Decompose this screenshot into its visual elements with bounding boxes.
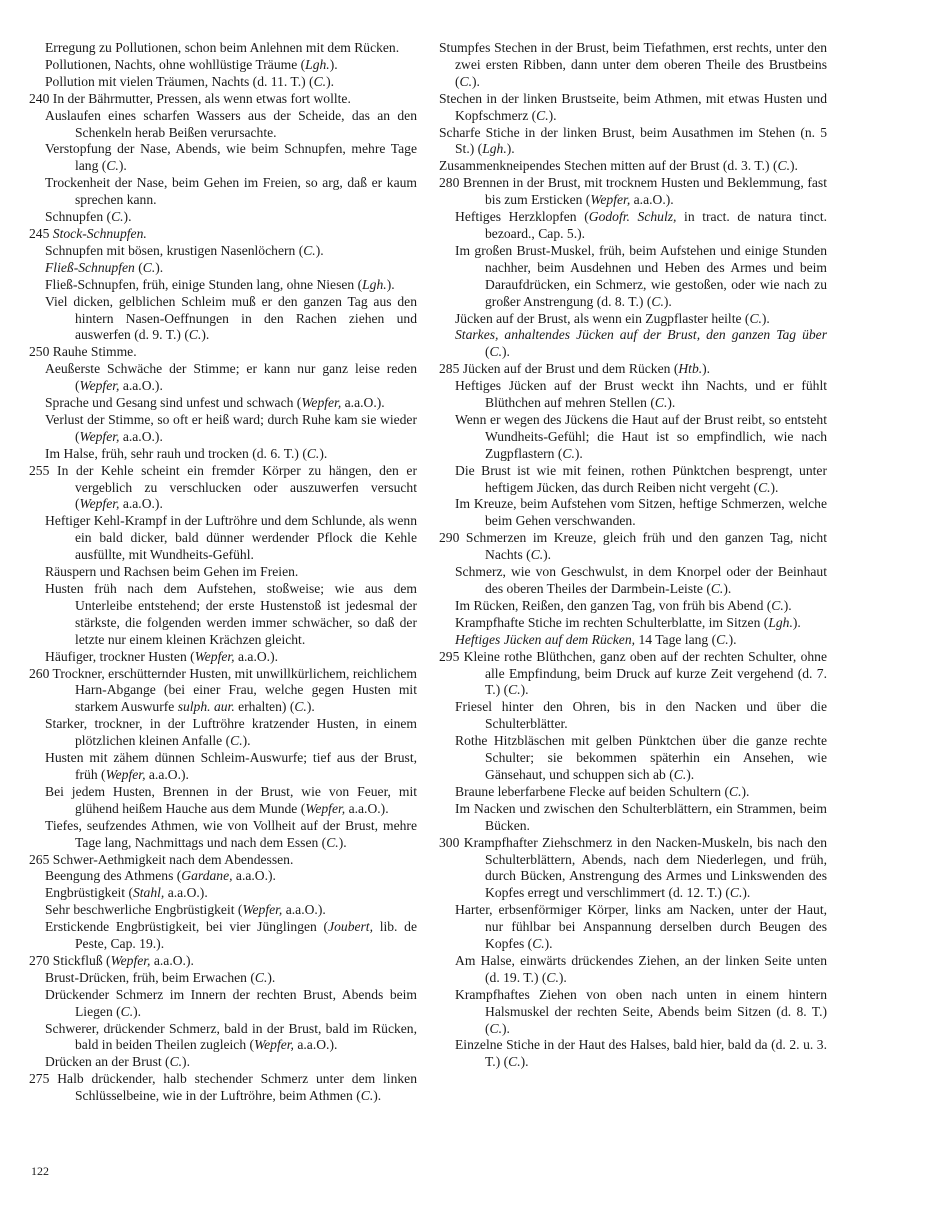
text-run: Zusammenkneipendes Stechen mitten auf der Brust (d. 3. T.) (: [439, 158, 778, 174]
text-run: Die Brust ist wie mit feinen, rothen Pünktchen besprengt, unter heftigem Jücken, das durch Reiben nicht vergeht (: [455, 462, 827, 495]
symptom-entry: [439, 699, 827, 733]
text-run: Stechen in der linken Brustseite, beim Athmen, mit etwas Husten und Kopfschmerz (: [439, 90, 827, 123]
text-run: 255 In der Kehle scheint ein fremder Körper zu hängen, den er vergeblich zu verschlucken oder auszuwerfen versucht (: [29, 462, 417, 512]
italic-text: C.: [254, 969, 268, 985]
symptom-entry: [439, 91, 827, 125]
symptom-entry: [29, 868, 417, 885]
italic-text: Wepfer,: [194, 648, 235, 664]
symptom-entry: [29, 260, 417, 277]
text-run: Bei jedem Husten, Brennen in der Brust, wie von Feuer, mit glühend heißem Hauche aus dem Munde (: [45, 783, 417, 816]
text-run: Trockenheit der Nase, beim Gehen im Freien, so arg, daß er kaum sprechen kann.: [45, 175, 417, 208]
symptom-entry: [439, 463, 827, 497]
text-run: Drücken an der Brust (: [45, 1054, 170, 1070]
italic-text: Joubert,: [328, 919, 373, 935]
italic-text: C.: [651, 293, 664, 309]
text-run: ).: [574, 445, 583, 461]
symptom-entry: [29, 243, 417, 260]
italic-text: C.: [306, 445, 320, 461]
symptom-entry: [29, 446, 417, 463]
text-run: ).: [502, 344, 510, 360]
symptom-entry: [439, 902, 827, 953]
text-run: ).: [472, 73, 480, 89]
text-run: Am Halse, einwärts drückendes Ziehen, an der linken Seite unten (d. 19. T.) (: [455, 952, 827, 985]
text-run: 275 Halb drückender, halb stechender Schmerz unter dem linken Schlüsselbeine, wie in der Luftröhre, beim Athmen (: [29, 1071, 417, 1104]
text-run: a.a.O.).: [630, 192, 674, 208]
italic-text: C.: [111, 209, 124, 225]
text-run: Im Kreuze, beim Aufstehen vom Sitzen, heftige Schmerzen, welche beim Gehen verschwanden.: [455, 496, 827, 529]
italic-text: Lgh.: [362, 276, 387, 292]
numbered-entry: [29, 91, 417, 108]
symptom-entry: [29, 919, 417, 953]
symptom-entry: [29, 970, 417, 987]
text-run: Im Rücken, Reißen, den ganzen Tag, von früh bis Abend (: [455, 597, 772, 613]
text-run: ).: [723, 581, 732, 596]
italic-text: C.: [230, 733, 243, 749]
text-run: ).: [506, 141, 515, 157]
text-run: ).: [326, 73, 334, 89]
symptom-entry: [29, 1021, 417, 1055]
italic-text: C.: [532, 936, 545, 952]
italic-text: C.: [120, 1003, 134, 1019]
text-run: ).: [742, 885, 751, 901]
text-run: ).: [118, 158, 127, 174]
numbered-entry: [439, 649, 827, 700]
numbered-entry: [29, 953, 417, 970]
text-run: ).: [123, 209, 132, 225]
italic-text: C.: [313, 73, 327, 89]
text-run: Sprache und Gesang sind unfest und schwach (: [45, 395, 302, 411]
text-run: a.a.O.).: [293, 1037, 338, 1053]
left-column: [29, 40, 417, 1105]
italic-text: Godofr. Schulz,: [588, 209, 677, 225]
text-run: Im Halse, früh, sehr rauh und trocken (d. 6. T.) (: [45, 445, 307, 461]
italic-text: C.: [188, 327, 202, 343]
italic-text: sulph. aur.: [177, 699, 235, 715]
text-run: lib. de Peste, Cap. 19.).: [75, 919, 417, 952]
text-run: ).: [329, 56, 338, 72]
italic-text: C.: [562, 445, 575, 461]
symptom-entry: [439, 412, 827, 463]
text-run: Viel dicken, gelblichen Schleim muß er den ganzen Tag aus den hintern Nasen-Oeffnungen in den Rachen ziehen und auswerfen (d. 9. T.) (: [45, 293, 417, 343]
text-run: Brust-Drücken, früh, beim Erwachen (: [45, 969, 255, 985]
symptom-entry: [439, 243, 827, 311]
italic-text: Stahl,: [132, 885, 165, 901]
text-run: 245: [29, 225, 53, 241]
text-run: Heftiger Kehl-Krampf in der Luftröhre und dem Schlunde, als wenn ein bald dicker, bald dünner werdender Pflock die Kehle ausfüllte, mit Wundheits-Gefühl.: [45, 513, 417, 563]
text-run: a.a.O.).: [150, 952, 194, 968]
italic-text: Fließ-Schnupfen: [45, 259, 135, 275]
symptom-entry: [29, 1054, 417, 1071]
italic-text: C.: [326, 834, 339, 850]
symptom-entry: [29, 987, 417, 1021]
text-run: a.a.O.).: [282, 902, 326, 918]
italic-text: Gardane,: [181, 868, 233, 884]
numbered-entry: [29, 463, 417, 514]
symptom-entry: [439, 632, 827, 649]
text-run: 240 In der Bährmutter, Pressen, als wenn etwas fort wollte.: [29, 90, 351, 106]
symptom-entry: [439, 158, 827, 175]
symptom-entry: [29, 564, 417, 581]
italic-text: C.: [771, 597, 784, 613]
italic-text: Wepfer,: [79, 496, 120, 512]
italic-text: C.: [169, 1054, 183, 1070]
italic-text: C.: [716, 631, 729, 647]
text-run: erhalten) (: [234, 699, 295, 715]
text-run: ).: [558, 969, 567, 985]
text-run: Husten mit zähem dünnen Schleim-Auswurfe; tief aus der Brust, früh (: [45, 750, 417, 782]
text-run: ).: [201, 327, 210, 343]
symptom-entry: [29, 412, 417, 446]
symptom-entry: [439, 598, 827, 615]
text-run: Häufiger, trockner Husten (: [45, 648, 195, 664]
symptom-entry: [439, 327, 827, 361]
symptom-entry: [29, 902, 417, 919]
symptom-entry: [29, 361, 417, 395]
symptom-entry: [29, 513, 417, 564]
text-run: Verstopfung der Nase, Abends, wie beim Schnupfen, mehre Tage lang (: [45, 141, 417, 174]
symptom-entry: [29, 581, 417, 649]
symptom-entry: [29, 395, 417, 412]
symptom-entry: [439, 801, 827, 835]
text-run: Schwerer, drückender Schmerz, bald in der Brust, bald im Rücken, bald in beiden Theilen zugleich (: [45, 1020, 417, 1053]
italic-text: Wepfer,: [254, 1037, 294, 1053]
numbered-entry: [29, 666, 417, 717]
symptom-entry: [439, 615, 827, 632]
text-run: ).: [155, 259, 164, 275]
text-run: Stumpfes Stechen in der Brust, beim Tiefathmen, erst rechts, unter den zwei ersten Ribben, dann unter dem oberen Theile des Brustbeins (: [439, 40, 827, 89]
symptom-entry: [439, 784, 827, 801]
text-run: ).: [663, 293, 672, 309]
text-run: ).: [502, 1020, 510, 1036]
symptom-entry: [439, 209, 827, 243]
text-run: ).: [386, 276, 395, 292]
text-run: a.a.O.).: [341, 395, 385, 411]
text-run: Braune leberfarbene Flecke auf beiden Schultern (: [455, 783, 730, 799]
text-run: ).: [544, 936, 553, 952]
text-run: ).: [520, 1054, 529, 1070]
numbered-entry: [29, 226, 417, 243]
italic-text: C.: [729, 783, 742, 799]
italic-text: C.: [530, 547, 544, 563]
italic-text: Wepfer,: [305, 800, 346, 816]
text-run: Heftiges Herzklopfen (: [455, 209, 589, 225]
text-run: Friesel hinter den Ohren, bis in den Nacken und über die Schulterblätter.: [455, 699, 827, 732]
text-run: ).: [728, 631, 737, 647]
text-run: Engbrüstigkeit (: [45, 885, 133, 901]
symptom-entry: [29, 649, 417, 666]
italic-text: C.: [106, 158, 119, 174]
numbered-entry: [439, 835, 827, 903]
text-run: ).: [792, 614, 801, 630]
text-run: ).: [133, 1003, 142, 1019]
text-run: Scharfe Stiche in der linken Brust, beim Ausathmen im Stehen (n. 5 St.) (: [439, 124, 827, 157]
symptom-entry: [439, 125, 827, 159]
right-column: [439, 40, 827, 1071]
text-run: ).: [686, 766, 695, 782]
text-run: 265 Schwer-Aethmigkeit nach dem Abendessen.: [29, 851, 294, 867]
symptom-entry: [29, 885, 417, 902]
text-run: ).: [306, 699, 315, 715]
symptom-entry: [439, 40, 827, 91]
text-run: a.a.O.).: [232, 868, 276, 884]
text-run: a.a.O.).: [345, 800, 389, 816]
italic-text: Wepfer,: [590, 192, 631, 208]
text-run: Starker, trockner, in der Luftröhre kratzender Husten, in einem plötzlichen kleinen Anfalle (: [45, 716, 417, 749]
italic-text: C.: [489, 344, 502, 360]
text-run: Heftiges Jücken auf der Brust weckt ihn Nachts, und er fühlt Blüthchen auf mehren Stellen (: [455, 378, 827, 411]
text-run: 295 Kleine rothe Blüthchen, ganz oben auf der rechten Schulter, ohne alle Empfindung, beim Druck auf kurze Zeit vergehend (d. 7. T.) (: [439, 648, 827, 698]
text-run: Sehr beschwerliche Engbrüstigkeit (: [45, 902, 243, 918]
text-run: ).: [182, 1054, 190, 1070]
italic-text: C.: [360, 1088, 374, 1104]
symptom-entry: [439, 733, 827, 784]
text-run: 14 Tage lang (: [635, 631, 717, 647]
text-run: Aeußerste Schwäche der Stimme; er kann nur ganz leise reden (: [45, 361, 417, 394]
text-run: Schnupfen mit bösen, krustigen Nasenlöchern (: [45, 242, 304, 258]
text-run: a.a.O.).: [119, 378, 163, 394]
text-run: Schmerz, wie von Geschwulst, in dem Knorpel oder der Beinhaut des oberen Theiles der Darmbein-Leiste (: [455, 564, 827, 596]
text-run: Wenn er wegen des Jückens die Haut auf der Brust reibt, so entsteht Wundheits-Gefühl; die Haut ist so empfindlich, wie nach Zugpflastern (: [455, 411, 827, 461]
text-run: a.a.O.).: [145, 766, 189, 782]
text-run: a.a.O.).: [234, 648, 278, 664]
italic-text: C.: [673, 766, 687, 782]
text-run: Im großen Brust-Muskel, früh, beim Aufstehen und einige Stunden nachher, beim Ausdehnen und Heben des Armes und beim Daraufdrücken, ein Schmerz, wie gestoßen, oder wie nach zu großer Anstrengung (d. 8. T.) (: [455, 242, 827, 309]
symptom-entry: [29, 784, 417, 818]
text-run: ).: [667, 395, 676, 411]
text-run: ).: [741, 783, 750, 799]
italic-text: C.: [536, 107, 549, 123]
numbered-entry: [29, 852, 417, 869]
text-run: ).: [783, 597, 792, 613]
italic-text: C.: [142, 259, 156, 275]
page-number: 122: [31, 1164, 49, 1178]
text-run: in tract. de natura tinct. bezoard., Cap. 5.).: [485, 209, 827, 241]
text-run: Rothe Hitzbläschen mit gelben Pünktchen über die ganze rechte Schulter; sie bekommen späterhin ein Ansehen, wie Gänsehaut, und schuppen sich ab (: [455, 733, 827, 782]
italic-text: Heftiges Jücken auf dem Rücken,: [455, 631, 636, 647]
symptom-entry: [439, 311, 827, 328]
symptom-entry: [29, 141, 417, 175]
text-run: Auslaufen eines scharfen Wassers aus der Scheide, das an den Schenkeln herab Beißen verursachte.: [45, 107, 417, 140]
italic-text: Wepfer,: [110, 952, 151, 968]
symptom-entry: [439, 564, 827, 598]
text-run: Husten früh nach dem Aufstehen, stoßweise; wie aus dem Unterleibe entstehend; der erste Hustenstoß ist jedesmal der stärkste, die folgenden werden immer schwächer, so daß der letzte nur einem kleinen Krächzen gleicht.: [45, 581, 417, 647]
text-run: a.a.O.).: [164, 885, 208, 901]
symptom-entry: [29, 57, 417, 74]
text-run: ).: [373, 1088, 382, 1104]
italic-text: C.: [303, 242, 316, 258]
text-run: Erregung zu Pollutionen, schon beim Anlehnen mit dem Rücken.: [45, 40, 400, 55]
italic-text: Lgh.: [768, 614, 793, 630]
text-run: Tiefes, seufzendes Athmen, wie von Vollheit auf der Brust, mehre Tage lang, Nachmittags und nach dem Essen (: [45, 817, 417, 850]
text-run: Krampfhafte Stiche im rechten Schulterblatte, im Sitzen (: [455, 614, 769, 630]
italic-text: C.: [654, 395, 668, 411]
symptom-entry: [439, 987, 827, 1038]
text-run: (: [134, 259, 143, 275]
italic-text: C.: [758, 479, 771, 495]
italic-text: Stock-Schnupfen.: [52, 225, 147, 241]
text-run: Pollutionen, Nachts, ohne wohllüstige Träume (: [45, 56, 306, 72]
text-run: 280 Brennen in der Brust, mit trocknem Husten und Beklemmung, fast bis zum Ersticken (: [439, 175, 827, 208]
italic-text: C.: [459, 73, 472, 89]
text-run: Jücken auf der Brust, als wenn ein Zugpflaster heilte (: [455, 310, 750, 326]
symptom-entry: [29, 74, 417, 91]
symptom-entry: [29, 175, 417, 209]
numbered-entry: [439, 361, 827, 378]
text-run: ).: [267, 969, 276, 985]
numbered-entry: [29, 344, 417, 361]
symptom-entry: [439, 378, 827, 412]
text-run: Erstickende Engbrüstigkeit, bei vier Jünglingen (: [45, 919, 329, 935]
symptom-entry: [439, 1037, 827, 1071]
italic-text: C.: [508, 1054, 521, 1070]
text-run: 290 Schmerzen im Kreuze, gleich früh und den ganzen Tag, nicht Nachts (: [439, 530, 827, 563]
text-run: Pollution mit vielen Träumen, Nachts (d. 11. T.) (: [45, 73, 314, 89]
italic-text: Htb.: [678, 361, 703, 377]
italic-text: C.: [710, 581, 724, 596]
text-run: 260 Trockner, erschütternder Husten, mit unwillkürlichem, reichlichem Harn-Abgange (bei einer Frau, welche gegen Husten mit starkem Auswurfe: [29, 665, 417, 715]
text-run: 285 Jücken auf der Brust und dem Rücken (: [439, 361, 679, 377]
numbered-entry: [439, 530, 827, 564]
text-run: ).: [315, 242, 324, 258]
text-run: Im Nacken und zwischen den Schulterblättern, ein Strammen, beim Bücken.: [455, 800, 827, 833]
text-run: ).: [789, 158, 798, 174]
numbered-entry: [29, 1071, 417, 1105]
text-run: Beengung des Athmens (: [45, 868, 182, 884]
italic-text: C.: [546, 969, 559, 985]
italic-text: C.: [777, 158, 790, 174]
numbered-entry: [439, 175, 827, 209]
italic-text: C.: [489, 1020, 502, 1036]
italic-text: Wepfer,: [242, 902, 283, 918]
text-run: a.a.O.).: [119, 496, 163, 512]
text-run: Räuspern und Rachsen beim Gehen im Freien.: [45, 564, 299, 580]
text-run: Drückender Schmerz im Innern der rechten Brust, Abends beim Liegen (: [45, 986, 417, 1019]
italic-text: C.: [749, 310, 762, 326]
italic-text: Wepfer,: [79, 428, 120, 444]
text-run: ).: [543, 547, 552, 563]
italic-text: Wepfer,: [105, 766, 146, 782]
text-run: ).: [242, 733, 251, 749]
italic-text: Lgh.: [482, 141, 507, 157]
text-run: Einzelne Stiche in der Haut des Halses, bald hier, bald da (d. 2. u. 3. T.) (: [455, 1037, 827, 1070]
symptom-entry: [29, 40, 417, 57]
symptom-entry: [439, 496, 827, 530]
italic-text: Wepfer,: [79, 378, 120, 394]
italic-text: C.: [294, 699, 307, 715]
text-run: 270 Stickfluß (: [29, 952, 111, 968]
text-run: a.a.O.).: [119, 428, 163, 444]
text-run: 250 Rauhe Stimme.: [29, 344, 137, 360]
symptom-entry: [439, 953, 827, 987]
text-run: 300 Krampfhafter Ziehschmerz in den Nacken-Muskeln, bis nach den Schulterblättern, Abends, nach dem Niederlegen, und früh, durch Bücken, Anstrengung des Armes und Linkswenden des Kopfes erregt und verschlimmert (d. 12. T.) (: [439, 834, 827, 901]
text-run: ).: [702, 361, 711, 377]
italic-text: Lgh.: [305, 56, 330, 72]
symptom-entry: [29, 716, 417, 750]
symptom-entry: [29, 294, 417, 345]
text-run: ).: [319, 445, 328, 461]
italic-text: C.: [729, 885, 743, 901]
text-run: ).: [770, 479, 779, 495]
text-run: ).: [338, 834, 347, 850]
text-run: ).: [761, 310, 770, 326]
symptom-entry: [29, 108, 417, 142]
italic-text: Wepfer,: [301, 395, 342, 411]
text-run: Harter, erbsenförmiger Körper, links am Nacken, unter der Haut, nur fühlbar bei Anspannung derselben durch Beugen des Kopfes (: [455, 902, 827, 952]
text-run: Fließ-Schnupfen, früh, einige Stunden lang, ohne Niesen (: [45, 276, 363, 292]
text-run: ).: [520, 682, 529, 698]
symptom-entry: [29, 750, 417, 784]
text-run: Verlust der Stimme, so oft er heiß ward; durch Ruhe kam sie wieder (: [45, 411, 417, 444]
text-run: (: [485, 344, 490, 360]
symptom-entry: [29, 818, 417, 852]
italic-text: Starkes, anhaltendes Jücken auf der Brust, den ganzen Tag über: [455, 327, 827, 343]
italic-text: C.: [508, 682, 521, 698]
symptom-entry: [29, 277, 417, 294]
text-run: Schnupfen (: [45, 209, 112, 225]
text-run: Krampfhaftes Ziehen von oben nach unten in einem hintern Halsmuskel der rechten Seite, Abends beim Sitzen (d. 8. T.) (: [455, 986, 827, 1036]
text-run: ).: [548, 107, 557, 123]
symptom-entry: [29, 209, 417, 226]
